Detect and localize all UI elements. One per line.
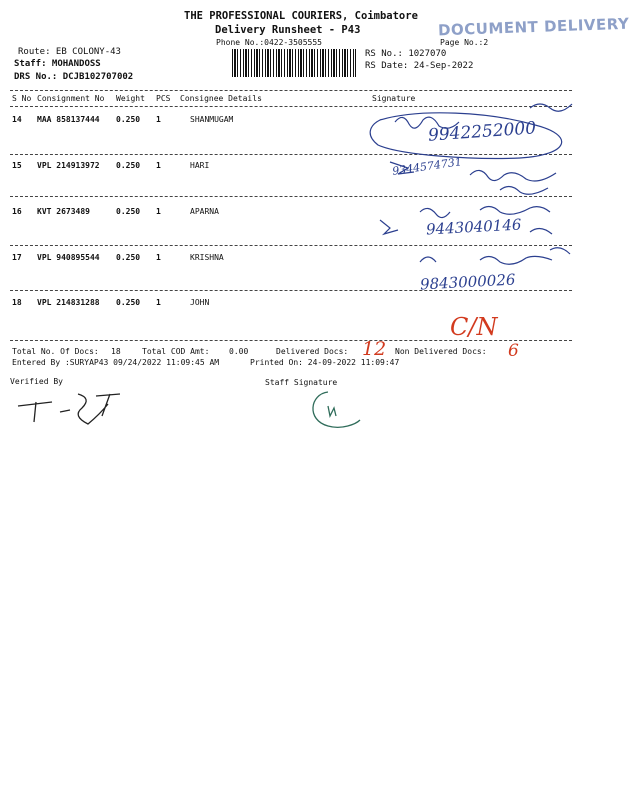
- row-pcs: 1: [156, 115, 161, 124]
- row-pcs: 1: [156, 207, 161, 216]
- row-sno: 15: [12, 161, 22, 170]
- delivered-docs-value: 12: [362, 338, 387, 360]
- verified-by-label: Verified By: [10, 377, 63, 386]
- row-weight: 0.250: [116, 161, 141, 170]
- drs-number: DRS No.: DCJB102707002: [14, 72, 134, 82]
- row-consignee: SHANMUGAM: [190, 115, 234, 124]
- total-docs-label: Total No. Of Docs:: [12, 347, 99, 356]
- document-delivery-stamp: DOCUMENT DELIVERY: [437, 14, 630, 40]
- row-sno: 18: [12, 298, 22, 307]
- page-number: Page No.:2: [440, 38, 489, 47]
- handwritten-signatures-drawing: [360, 100, 590, 310]
- rs-number: RS No.: 1027070: [365, 49, 447, 59]
- row-weight: 0.250: [116, 298, 141, 307]
- handwritten-phone: 9344574731: [391, 155, 463, 178]
- verifier-signature-drawing: [12, 388, 152, 428]
- staff-label: Staff: MOHANDOSS: [14, 59, 101, 69]
- route-label: Route: EB COLONY-43: [18, 47, 121, 57]
- row-consignment: VPL 214913972: [37, 161, 100, 170]
- company-name: THE PROFESSIONAL COURIERS, Coimbatore: [184, 10, 418, 22]
- row-consignment: KVT 2673489: [37, 207, 90, 216]
- total-docs-value: 18: [111, 347, 121, 356]
- row-pcs: 1: [156, 298, 161, 307]
- row-sno: 17: [12, 253, 22, 262]
- handwritten-phone: 9942252000: [427, 118, 537, 146]
- row-weight: 0.250: [116, 253, 141, 262]
- rs-date: RS Date: 24-Sep-2022: [365, 61, 474, 71]
- row-sno: 14: [12, 115, 22, 124]
- row-pcs: 1: [156, 253, 161, 262]
- row-divider: [10, 340, 572, 341]
- runsheet-title: Delivery Runsheet - P43: [215, 24, 361, 36]
- row-consignee: APARNA: [190, 207, 219, 216]
- staff-signature-label: Staff Signature: [265, 378, 338, 387]
- handwritten-phone: 9843000026: [419, 270, 516, 294]
- header-top-divider: [10, 90, 572, 91]
- delivered-docs-label: Delivered Docs:: [276, 347, 349, 356]
- non-delivered-docs-value: 6: [508, 341, 519, 361]
- total-cod-label: Total COD Amt:: [142, 347, 210, 356]
- row-weight: 0.250: [116, 207, 141, 216]
- handwritten-phone: 9443040146: [425, 215, 522, 239]
- total-cod-value: 0.00: [229, 347, 249, 356]
- staff-signature-drawing: [300, 384, 370, 434]
- col-consignee: Consignee Details: [180, 94, 262, 103]
- row-consignee: KRISHNA: [190, 253, 224, 262]
- row-consignment: VPL 940895544: [37, 253, 100, 262]
- entered-by: Entered By :SURYAP43 09/24/2022 11:09:45 AM: [12, 358, 220, 367]
- col-consignment: Consignment No: [37, 94, 105, 103]
- row-consignment: VPL 214831288: [37, 298, 100, 307]
- phone-number: Phone No.:0422-3505555: [216, 38, 322, 47]
- row-consignment: MAA 858137444: [37, 115, 100, 124]
- col-pcs: PCS: [156, 94, 171, 103]
- cn-annotation: C/N: [450, 313, 498, 341]
- row-pcs: 1: [156, 161, 161, 170]
- col-weight: Weight: [116, 94, 145, 103]
- col-signature: Signature: [372, 94, 416, 103]
- printed-on: Printed On: 24-09-2022 11:09:47: [250, 358, 400, 367]
- row-weight: 0.250: [116, 115, 141, 124]
- row-consignee: JOHN: [190, 298, 210, 307]
- barcode-image: [232, 49, 356, 77]
- non-delivered-docs-label: Non Delivered Docs:: [395, 347, 487, 356]
- row-consignee: HARI: [190, 161, 210, 170]
- row-sno: 16: [12, 207, 22, 216]
- col-sno: S No: [12, 94, 32, 103]
